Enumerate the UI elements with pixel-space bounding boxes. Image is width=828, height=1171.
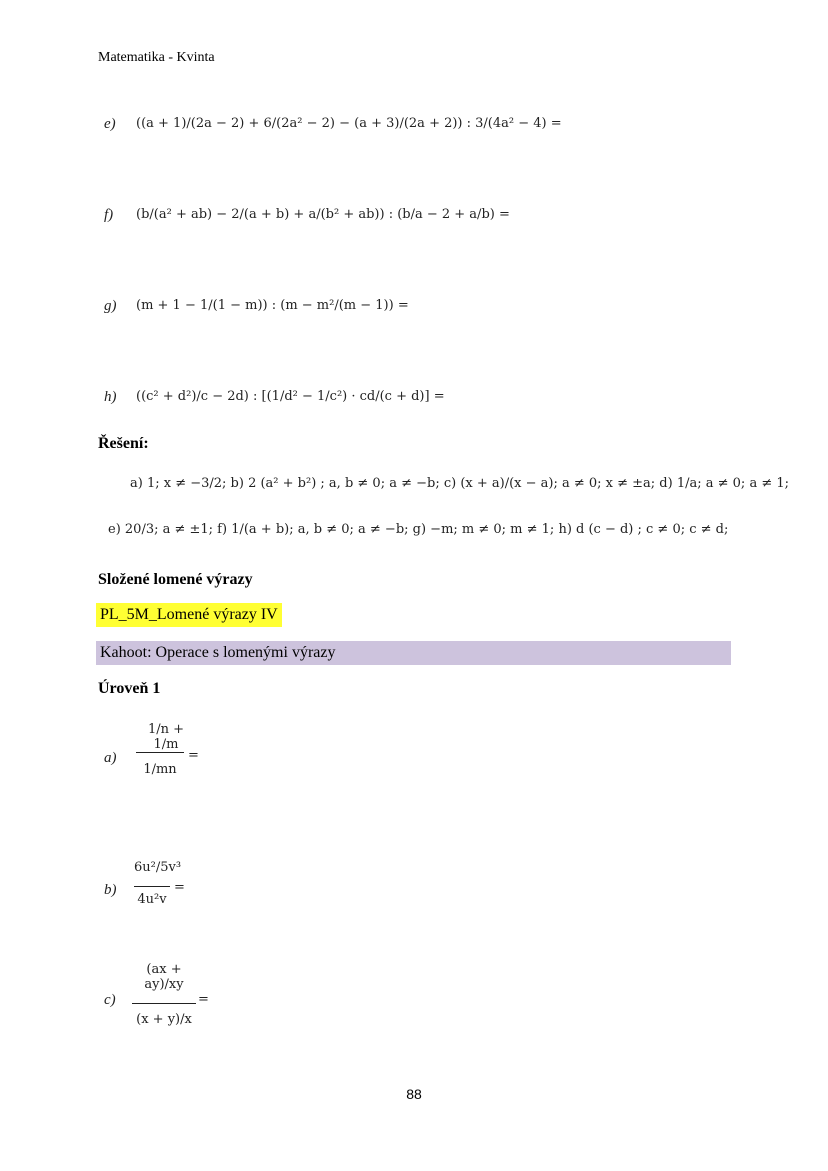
solution-line: a) 1; x ≠ −3/2; b) 2 (a² + b²) ; a, b ≠ 0; a ≠ −b; c) (x + a)/(x − a); a ≠ 0; x ≠ ±a; d) 1/a; a ≠ 0; a ≠ 1; [130,476,790,491]
exercise-label: f) [104,207,114,223]
complex-fraction-numerator: (ax + ay)/xy [144,962,184,992]
solutions-heading: Řešení: [98,435,149,452]
complex-fraction-numerator: 1/n + 1/m [147,722,185,752]
page-number: 88 [406,1086,422,1102]
equals-sign: = [198,992,209,1007]
fraction-bar [132,1003,196,1004]
exercise-expression: ((c² + d²)/c − 2d) : [(1/d² − 1/c²) · cd/(c + d)] = [136,389,445,404]
worksheet-link[interactable]: PL_5M_Lomené výrazy IV [96,603,282,627]
exercise-label: b) [104,882,117,898]
level-heading: Úroveň 1 [98,680,161,697]
complex-fraction-denominator: 1/mn [143,762,177,777]
solution-line: e) 20/3; a ≠ ±1; f) 1/(a + b); a, b ≠ 0; a ≠ −b; g) −m; m ≠ 0; m ≠ 1; h) d (c − d) ; c ≠ 0; c ≠ d; [108,522,729,537]
exercise-expression: ((a + 1)/(2a − 2) + 6/(2a² − 2) − (a + 3)/(2a + 2)) : 3/(4a² − 4) = [136,116,562,131]
complex-fraction-denominator: 4u²v [137,892,167,907]
page-header: Matematika - Kvinta [98,50,215,65]
exercise-label: c) [104,992,116,1008]
exercise-expression: (b/(a² + ab) − 2/(a + b) + a/(b² + ab)) : (b/a − 2 + a/b) = [136,207,510,222]
fraction-bar [134,886,170,887]
exercise-label: e) [104,116,116,132]
fraction-bar [136,752,184,753]
complex-fraction-denominator: (x + y)/x [136,1012,192,1027]
kahoot-link[interactable]: Kahoot: Operace s lomenými výrazy [96,641,731,665]
complex-fraction-numerator: 6u²/5v³ [134,860,182,875]
exercise-expression: (m + 1 − 1/(1 − m)) : (m − m²/(m − 1)) = [136,298,409,313]
equals-sign: = [174,880,185,895]
equals-sign: = [188,748,199,763]
section-heading: Složené lomené výrazy [98,571,253,588]
exercise-label: a) [104,750,117,766]
exercise-label: g) [104,298,117,314]
exercise-label: h) [104,389,117,405]
